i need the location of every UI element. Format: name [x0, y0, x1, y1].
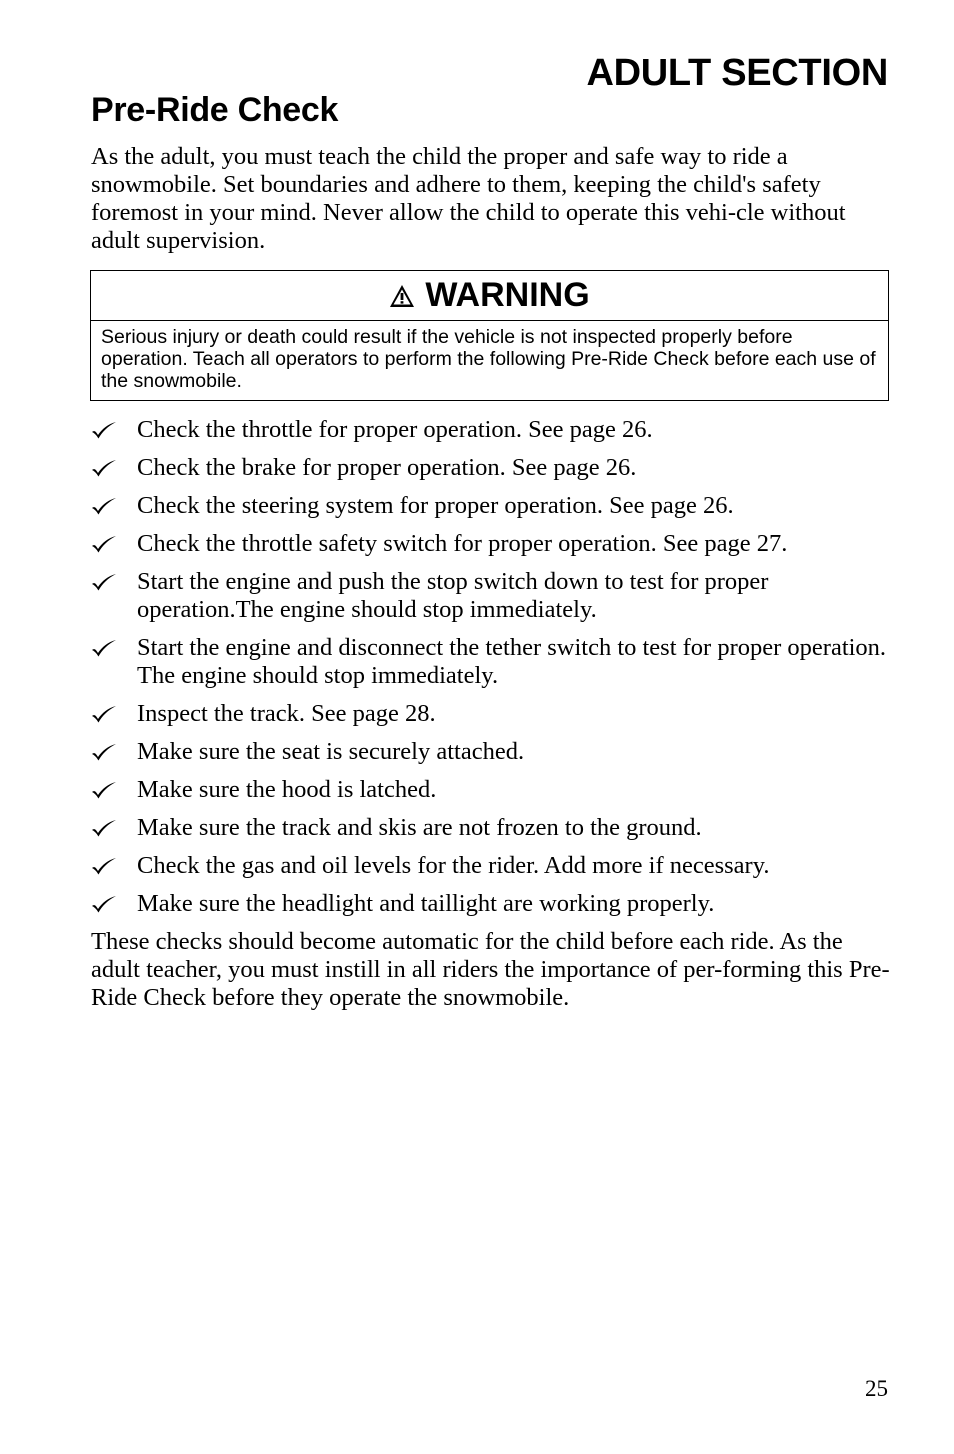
checklist-item	[91, 568, 891, 624]
page-number: 25	[865, 1376, 888, 1401]
checklist-item-text: Make sure the headlight and taillight are working properly.	[137, 890, 715, 917]
checkmark-icon	[91, 459, 117, 477]
checklist-item-text: Make sure the seat is securely attached.	[137, 738, 525, 765]
pre-ride-checklist	[91, 416, 891, 928]
warning-header	[91, 271, 888, 321]
checkmark-icon	[91, 705, 117, 723]
outro-paragraph: These checks should become automatic for the child before each ride. As the adult teacher, you must instill in all riders the importance of per-forming this Pre-Ride Check before they operate the snowmobile.	[91, 928, 890, 1011]
checklist-item	[91, 492, 891, 520]
warning-text: Serious injury or death could result if the vehicle is not inspected properly before operation. Teach all operators to perform the following Pre-Ride Check before each use of the snowmobile.	[101, 326, 876, 392]
checkmark-icon	[91, 421, 117, 439]
checklist-item	[91, 634, 891, 690]
page-heading: Pre-Ride Check	[91, 91, 339, 129]
checkmark-icon	[91, 857, 117, 875]
checklist-item-text: Make sure the hood is latched.	[137, 776, 437, 803]
checkmark-icon	[91, 895, 117, 913]
checklist-item	[91, 738, 891, 766]
section-title: ADULT SECTION	[586, 52, 888, 94]
checkmark-icon	[91, 639, 117, 657]
checklist-item-text: Start the engine and push the stop switch down to test for proper operation.The engine should stop immediately.	[137, 568, 769, 623]
checklist-item	[91, 700, 891, 728]
intro-paragraph: As the adult, you must teach the child the proper and safe way to ride a snowmobile. Set boundaries and adhere to them, keeping the child's safety foremost in your mind. Never allow the child to operate this vehi-cle without adult supervision.	[91, 143, 846, 254]
checklist-item	[91, 890, 891, 918]
checklist-item	[91, 852, 891, 880]
checkmark-icon	[91, 573, 117, 591]
checklist-item	[91, 530, 891, 558]
checklist-item	[91, 416, 891, 444]
checklist-item-text: Make sure the track and skis are not frozen to the ground.	[137, 814, 702, 841]
checklist-item-text: Inspect the track. See page 28.	[137, 700, 436, 727]
checklist-item-text: Start the engine and disconnect the tether switch to test for proper operation. The engine should stop immediately.	[137, 634, 887, 689]
warning-box	[90, 270, 889, 401]
checklist-item-text: Check the throttle safety switch for proper operation. See page 27.	[137, 530, 788, 557]
warning-triangle-icon	[389, 284, 415, 308]
checkmark-icon	[91, 497, 117, 515]
checkmark-icon	[91, 535, 117, 553]
checkmark-icon	[91, 819, 117, 837]
warning-title: WARNING	[425, 276, 590, 314]
checklist-item-text: Check the brake for proper operation. See page 26.	[137, 454, 637, 481]
checklist-item-text: Check the throttle for proper operation. See page 26.	[137, 416, 653, 443]
checklist-item-text: Check the gas and oil levels for the rider. Add more if necessary.	[137, 852, 770, 879]
checkmark-icon	[91, 743, 117, 761]
checklist-item	[91, 454, 891, 482]
checklist-item	[91, 814, 891, 842]
checklist-item	[91, 776, 891, 804]
checklist-item-text: Check the steering system for proper operation. See page 26.	[137, 492, 734, 519]
checkmark-icon	[91, 781, 117, 799]
